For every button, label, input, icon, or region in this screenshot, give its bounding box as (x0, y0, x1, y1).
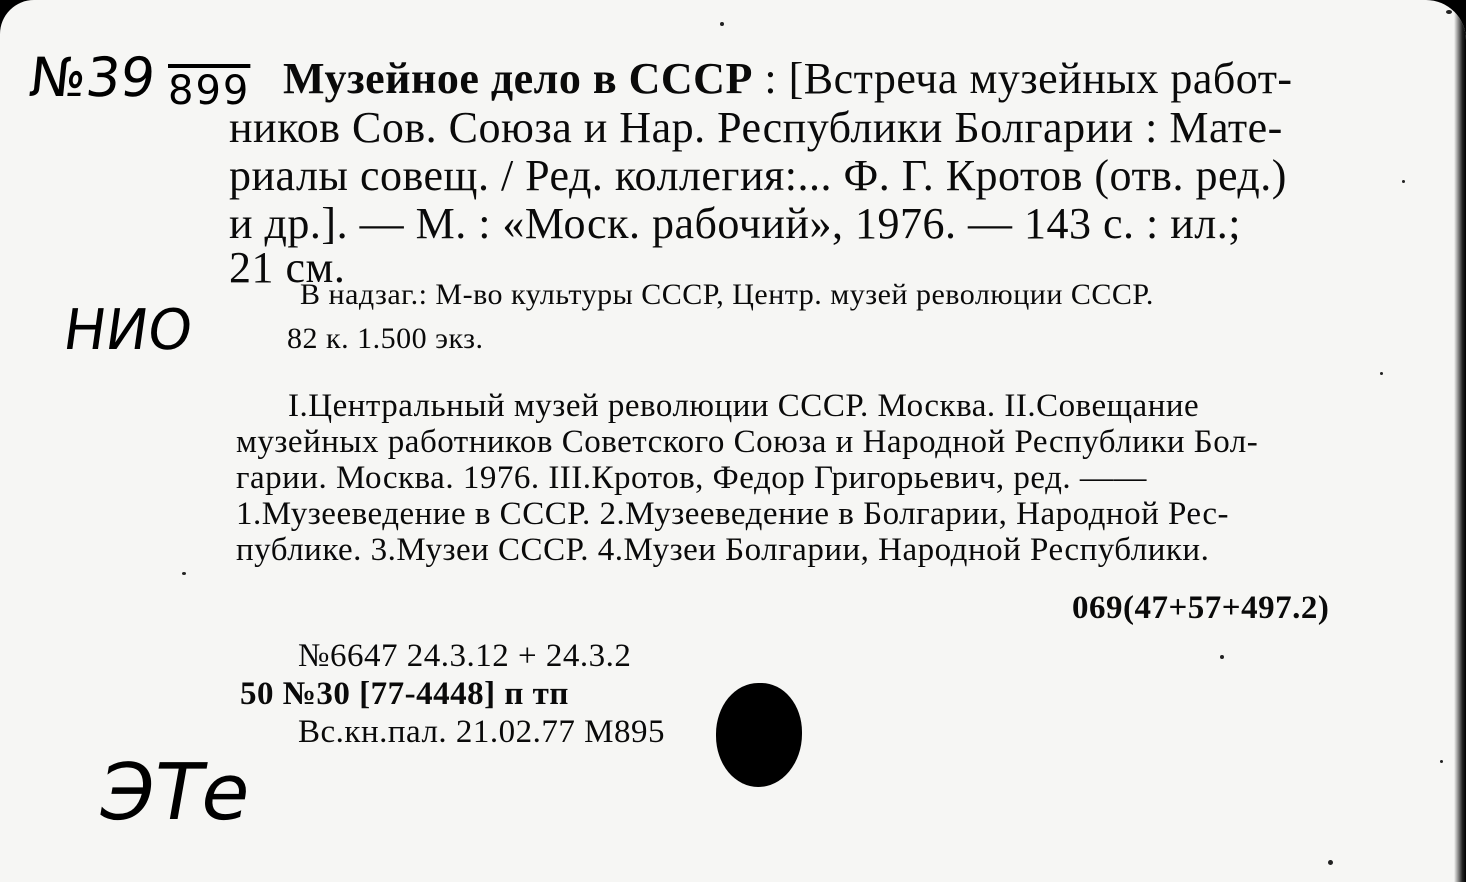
dust-speck (1380, 372, 1383, 375)
subject-line-2: музейных работников Советского Союза и Народной Республики Бол- (236, 424, 1259, 460)
entry-line-4: и др.]. — М. : «Моск. рабочий», 1976. — 143 с. : ил.; (229, 199, 1241, 248)
dust-speck (182, 572, 186, 575)
handwritten-number: №39 (26, 46, 159, 109)
ink-blot (716, 683, 802, 787)
footer-line-1: №6647 24.3.12 + 24.3.2 (298, 638, 632, 674)
entry-line-1-rest: : [Встреча музейных работ- (752, 54, 1293, 103)
handwritten-code: НИО (59, 298, 197, 363)
entry-line-5: 21 см. (229, 243, 346, 292)
handwritten-number-sub: 899 (168, 68, 251, 114)
udc-code: 069(47+57+497.2) (1072, 590, 1330, 626)
footer-line-2: 50 №30 [77-4448] п тп (240, 676, 569, 712)
entry-line-1 (283, 55, 1293, 103)
footer-line-3: Вс.кн.пал. 21.02.77 М895 (298, 714, 666, 750)
subject-line-1: I.Центральный музей революции СССР. Москва. II.Совещание (288, 388, 1200, 424)
entry-line-2: ников Сов. Союза и Нар. Республики Болгарии : Мате- (229, 103, 1283, 152)
dust-speck (1220, 655, 1224, 659)
note-line-1: В надзаг.: М-во культуры СССР, Центр. музей революции СССР. (300, 278, 1154, 311)
card-edge-shadow (1454, 0, 1466, 882)
dust-speck (1328, 860, 1333, 865)
dust-speck (720, 22, 724, 26)
dust-speck (1402, 180, 1405, 183)
handwritten-sign: ЭТе (92, 748, 259, 838)
entry-title: Музейное дело в СССР (283, 54, 753, 103)
note-line-2: 82 к. 1.500 экз. (287, 322, 484, 355)
subject-line-3: гарии. Москва. 1976. III.Кротов, Федор Григорьевич, ред. —— (236, 460, 1147, 496)
entry-line-3: риалы совещ. / Ред. коллегия:... Ф. Г. Кротов (отв. ред.) (229, 151, 1287, 200)
dust-speck (1446, 10, 1452, 14)
subject-line-4: 1.Музееведение в СССР. 2.Музееведение в Болгарии, Народной Рес- (236, 496, 1230, 532)
dust-speck (1440, 760, 1443, 763)
subject-line-5: публике. 3.Музеи СССР. 4.Музеи Болгарии, Народной Республики. (236, 532, 1210, 568)
